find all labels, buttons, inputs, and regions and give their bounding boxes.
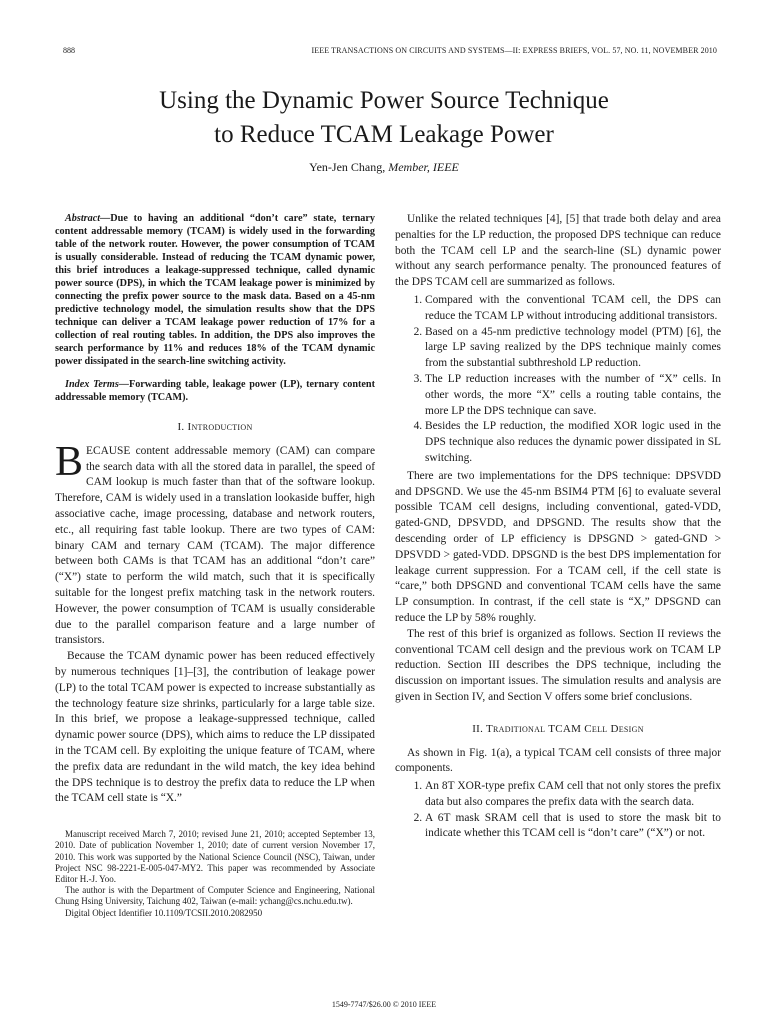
abstract-label: Abstract—: [65, 213, 111, 224]
paper-title: [0, 84, 768, 152]
footnote-doi: Digital Object Identifier 10.1109/TCSII.2010.2082950: [65, 907, 263, 918]
components-list-item: 1. An 8T XOR-type prefix CAM cell that not only stores the prefix data but also compares the prefix data with the search data.: [425, 779, 721, 811]
right-paragraph-2: There are two implementations for the DPS technique: DPSVDD and DPSGND. We use the 45-nm BSIM4 PTM [6] to evaluate several possible TCAM cell designs, including conventional, gated-VDD, gated-GND, DPSVDD, and DPSGND. The results show that the descending order of LP efficiency is DPSGND > gated-GND > DPSVDD > gated-VDD. DPSGND is the best DPS implementation for leakage current suppression. For a TCAM cell, if the cell state is “care,” both DPSGND and conventional TCAM cells have the same LP consumption. In contrast, if the cell state is “X,” DPSGND can reduce the LP by 58% roughly.: [395, 469, 721, 624]
author-line: [0, 160, 768, 175]
features-list-item: 4. Besides the LP reduction, the modified XOR logic used in the DPS technique also reduces the dynamic power dissipated in SL switching.: [425, 419, 721, 466]
features-list-item: 2. Based on a 45-nm predictive technology model (PTM) [6], the large LP saving realized by the DPS technique mainly comes from the substantial subthreshold LP reduction.: [425, 325, 721, 372]
footnote-author: The author is with the Department of Computer Science and Engineering, National Chung Hsing University, Taichung 402, Taiwan (e-mail: ychang@cs.nchu.edu.tw).: [55, 885, 375, 907]
intro-paragraph-1-text: ECAUSE content addressable memory (CAM) can compare the search data with all the stored data in parallel, the speed of CAM lookup is much faster than that of the software lookup. Therefore, CAM is widely used in a translation lookaside buffer, high associative cache, image processing, database and network routers, etc., all requiring fast table lookup. There are two types of CAM: binary CAM and ternary CAM (TCAM). The major difference between both CAMs is that TCAM has an additional “don’t care” (“X”) state to perform the wild match, such that it is specifically suitable for the longest prefix matching task in the network routers. However, the power consumption of TCAM is usually considerable due to the parallel comparison feature and a large number of transistors.: [55, 444, 375, 647]
intro-paragraph-1: [55, 438, 375, 649]
abstract: [55, 212, 375, 368]
index-terms: [55, 378, 375, 404]
copyright-footer: 1549-7747/$26.00 © 2010 IEEE: [331, 1000, 437, 1009]
page-number: 888: [63, 46, 75, 55]
title-line-1: Using the Dynamic Power Source Technique: [159, 87, 609, 114]
right-paragraph-1: Unlike the related techniques [4], [5] that trade both delay and area penalties for the LP reduction, the proposed DPS technique can reduce both the TCAM cell LP and the search-line (SL) dynamic power without any search performance penalty. The pronounced features of the DPS TCAM cell are summarized as follows.: [395, 213, 721, 289]
components-list: [395, 779, 721, 842]
right-paragraph-4: As shown in Fig. 1(a), a typical TCAM cell consists of three major components.: [395, 746, 721, 775]
section-heading-traditional: II. Traditional TCAM Cell Design: [472, 722, 644, 735]
components-list-item: 2. A 6T mask SRAM cell that is used to store the mask bit to indicate whether this TCAM cell is “don’t care” (“X”) or not.: [425, 811, 721, 843]
intro-paragraph-2: Because the TCAM dynamic power has been reduced effectively by numerous techniques [1]–[3], the contribution of leakage power (LP) to the total TCAM power is expected to increase substantially as the technology feature size shrinks, particularly for a large table size. In this brief, we propose a leakage-suppressed technique, called dynamic power source (DPS), which aims to reduce the LP dissipated in the TCAM cell. By exploiting the unique feature of TCAM, where the prefix data are redundant in the wild match, the key idea behind the DPS technique is to destroy the prefix data to reduce the LP when the TCAM cell state is “X.”: [55, 650, 375, 805]
author-name: Yen-Jen Chang,: [309, 160, 386, 174]
index-terms-label: Index Terms—: [65, 379, 129, 390]
right-column: [395, 212, 721, 844]
title-line-2: to Reduce TCAM Leakage Power: [214, 121, 554, 148]
features-list: [395, 293, 721, 467]
section-heading-introduction: I. Introduction: [177, 421, 253, 433]
abstract-text: Due to having an additional “don’t care” state, ternary content addressable memory (TCAM) is widely used in the forwarding table of the network router. However, the power consumption of TCAM is usually considerable. Instead of reducing the TCAM dynamic power, this brief introduces a leakage-suppressed technique, called dynamic power source (DPS), in which the TCAM leakage power is minimized by connecting the prefix power source to the mask data. Based on a 45-nm predictive technology model, the simulation results show that the DPS technique can deliver a TCAM leakage power reduction of 17% for a collection of real routing tables. In addition, the DPS also improves the search performance by 11% and reduces 18% of the TCAM dynamic power dissipated in the search-line switching activity.: [55, 213, 375, 367]
dropcap-letter: B: [55, 438, 84, 485]
left-column: [55, 212, 375, 919]
right-paragraph-3: The rest of this brief is organized as follows. Section II reviews the conventional TCAM cell design and the previous work on TCAM LP reduction. Section III describes the DPS technique, including the discussion on important issues. The simulation results and analysis are given in Section IV, and Section V offers some brief conclusions.: [395, 627, 721, 703]
footnote-manuscript: Manuscript received March 7, 2010; revised June 21, 2010; accepted September 13, 2010. Date of publication November 1, 2010; date of current version November 17, 2010. This work was supported by the National Science Council (NSC), Taiwan, under Project NSC 98-2221-E-005-047-MY2. This paper was recommended by Associate Editor H.-J. Yoo.: [55, 829, 375, 884]
features-list-item: 3. The LP reduction increases with the number of “X” cells. In other words, the more “X” cells a routing table contains, the more LP the DPS technique can save.: [425, 372, 721, 419]
features-list-item: 1. Compared with the conventional TCAM cell, the DPS can reduce the TCAM LP without introducing additional transistors.: [425, 293, 721, 325]
journal-header: IEEE TRANSACTIONS ON CIRCUITS AND SYSTEMS—II: EXPRESS BRIEFS, VOL. 57, NO. 11, NOVEMBER 2010: [311, 46, 717, 55]
index-terms-text: Forwarding table, leakage power (LP), ternary content addressable memory (TCAM).: [55, 379, 375, 403]
author-role: Member, IEEE: [388, 160, 459, 174]
